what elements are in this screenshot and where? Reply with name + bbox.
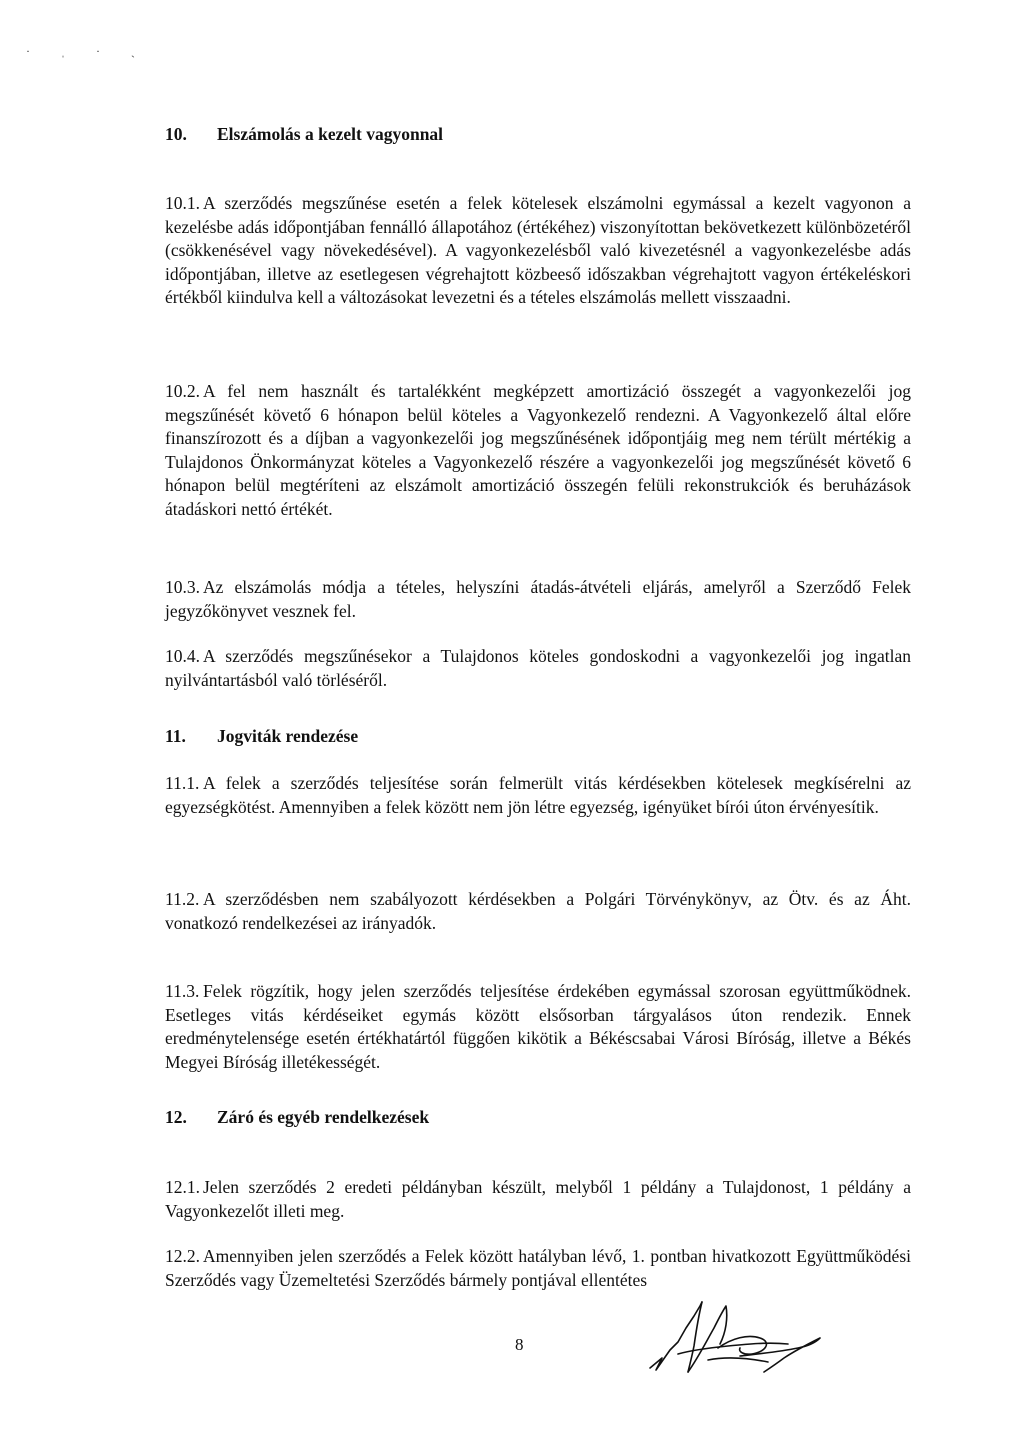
paragraph-12-1 <box>165 1176 911 1223</box>
paragraph-body: Felek rögzítik, hogy jelen szerződés teljesítése érdekében egymással szorosan együttműködnek. Esetleges vitás kérdéseiket egymás között elsősorban tárgyalásos úton rendezik. Ennek eredménytelensége esetén értékhatártól függően kikötik a Békéscsabai Városi Bíróság, illetve a Békés Megyei Bíróság illetékességét. <box>165 981 911 1072</box>
paragraph-text <box>165 645 911 692</box>
paragraph-body: A szerződésben nem szabályozott kérdésekben a Polgári Törvénykönyv, az Ötv. és az Áht. vonatkozó rendelkezései az irányadók. <box>165 889 911 933</box>
paragraph-11-2 <box>165 888 911 935</box>
handwritten-signature <box>648 1298 823 1378</box>
section-heading-10 <box>165 124 443 145</box>
paragraph-text <box>165 576 911 623</box>
section-number: 10. <box>165 124 187 144</box>
paragraph-number: 10.4. <box>165 646 200 666</box>
paragraph-10-4 <box>165 645 911 692</box>
paragraph-body: A szerződés megszűnése esetén a felek kötelesek elszámolni egymással a kezelt vagyonon a kezelésbe adás időpontjában fennálló állapotához (értékéhez) viszonyítottan bekövetkezett különbözetéről (csökkenésével vagy növekedésével). A vagyonkezelésből való kivezetésnél a vagyonkezelésbe adás időpontjában, illetve az esetlegesen végrehajtott közbeeső időszakban végrehajtott vagyon értékeléskori értékből kiindulva kell a változásokat levezetni és a tételes elszámolás mellett visszaadni. <box>165 193 911 307</box>
paragraph-number: 12.1. <box>165 1177 200 1197</box>
paragraph-body: Amennyiben jelen szerződés a Felek között hatályban lévő, 1. pontban hivatkozott Együttműködési Szerződés vagy Üzemeltetési Szerződés bármely pontjával ellentétes <box>165 1246 911 1290</box>
paragraph-number: 10.3. <box>165 577 200 597</box>
paragraph-number: 11.1. <box>165 773 200 793</box>
paragraph-text <box>165 1176 911 1223</box>
paragraph-body: Jelen szerződés 2 eredeti példányban készült, melyből 1 példány a Tulajdonost, 1 példány a Vagyonkezelőt illeti meg. <box>165 1177 911 1221</box>
page-number: 8 <box>515 1335 524 1354</box>
section-number: 12. <box>165 1107 187 1127</box>
paragraph-11-1 <box>165 772 911 819</box>
paragraph-number: 10.1. <box>165 193 200 213</box>
section-heading-11 <box>165 726 358 747</box>
scan-specks: · ˌ · ˏ <box>26 44 149 58</box>
paragraph-10-1 <box>165 192 911 310</box>
paragraph-body: A fel nem használt és tartalékként megképzett amortizáció összegét a vagyonkezelői jog megszűnését követő 6 hónapon belül köteles a Vagyonkezelő rendezni. A Vagyonkezelő által előre finanszírozott és a díjban a vagyonkezelői jog megszűnésének időpontjáig meg nem térült mértékig a Tulajdonos Önkormányzat köteles a Vagyonkezelő részére a vagyonkezelői jog megszűnését követő 6 hónapon belül megtéríteni az elszámolt amortizáció összegén felüli rekonstrukciók és beruházások átadáskori nettó értékét. <box>165 381 911 519</box>
paragraph-12-2 <box>165 1245 911 1292</box>
paragraph-body: A szerződés megszűnésekor a Tulajdonos köteles gondoskodni a vagyonkezelői jog ingatlan nyilvántartásból való törléséről. <box>165 646 911 690</box>
paragraph-number: 10.2. <box>165 381 200 401</box>
paragraph-body: A felek a szerződés teljesítése során felmerült vitás kérdésekben kötelesek megkísérelni az egyezségkötést. Amennyiben a felek között nem jön létre egyezség, igényüket bírói úton érvényesítik. <box>165 773 911 817</box>
paragraph-10-2 <box>165 380 911 521</box>
paragraph-text <box>165 888 911 935</box>
paragraph-text <box>165 980 911 1074</box>
paragraph-number: 11.2. <box>165 889 200 909</box>
section-number: 11. <box>165 726 186 746</box>
section-heading-12 <box>165 1107 429 1128</box>
section-title: Záró és egyéb rendelkezések <box>217 1107 430 1127</box>
section-title: Jogviták rendezése <box>217 726 359 746</box>
paragraph-number: 11.3. <box>165 981 200 1001</box>
paragraph-text <box>165 192 911 310</box>
paragraph-11-3 <box>165 980 911 1074</box>
paragraph-text <box>165 1245 911 1292</box>
paragraph-text <box>165 772 911 819</box>
paragraph-body: Az elszámolás módja a tételes, helyszíni átadás-átvételi eljárás, amelyről a Szerződő Felek jegyzőkönyvet vesznek fel. <box>165 577 911 621</box>
paragraph-text <box>165 380 911 521</box>
paragraph-10-3 <box>165 576 911 623</box>
paragraph-number: 12.2. <box>165 1246 200 1266</box>
section-title: Elszámolás a kezelt vagyonnal <box>217 124 444 144</box>
